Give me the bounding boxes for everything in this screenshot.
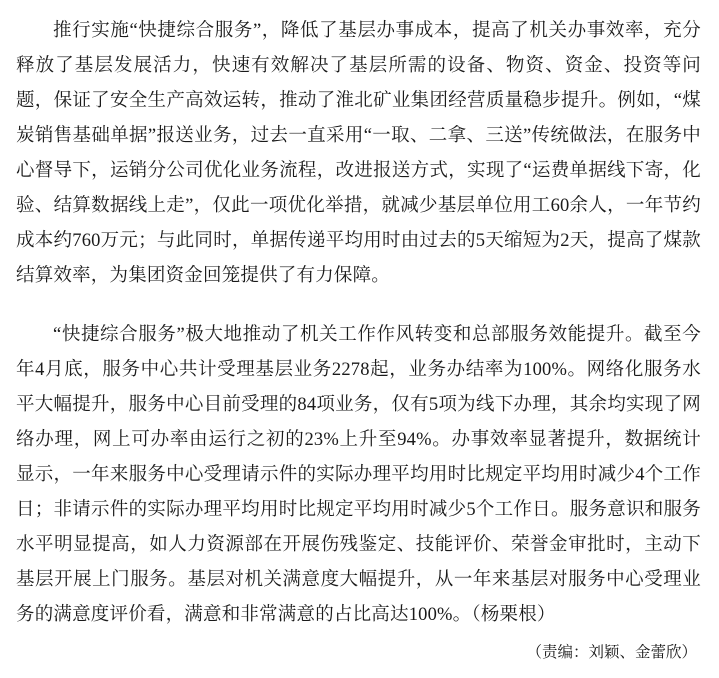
- editor-credit: （责编：刘颖、金蕾欣）: [526, 644, 697, 661]
- paragraph-spacer: [16, 294, 701, 318]
- paragraph-2: “快捷综合服务”极大地推动了机关工作作风转变和总部服务效能提升。截至今年4月底，服务中心共计受理基层业务2278起，业务办结率为100%。网络化服务水平大幅提升，服务中心目前受理的84项业务，仅有5项为线下办理，其余均实现了网络办理，网上可办率由运行之初的23%上升至94%。办事效率显著提升，数据统计显示，一年来服务中心受理请示件的实际办理平均用时比规定平均用时减少4个工作日；非请示件的实际办理平均用时比规定平均用时减少5个工作日。服务意识和服务水平明显提高，如人力资源部在开展伤残鉴定、技能评价、荣誉金审批时，主动下基层开展上门服务。基层对机关满意度大幅提升，从一年来基层对服务中心受理业务的满意度评价看，满意和非常满意的占比高达100%。（杨栗根）: [16, 325, 701, 625]
- paragraph-1: 推行实施“快捷综合服务”，降低了基层办事成本，提高了机关办事效率，充分释放了基层发展活力，快速有效解决了基层所需的设备、物资、资金、投资等问题，保证了安全生产高效运转，推动了淮北矿业集团经营质量稳步提升。例如，“煤炭销售基础单据”报送业务，过去一直采用“一取、二拿、三送”传统做法，在服务中心督导下，运销分公司优化业务流程，改进报送方式，实现了“运费单据线下寄，化验、结算数据线上走”，仅此一项优化举措，就减少基层单位用工60余人，一年节约成本约760万元；与此同时，单据传递平均用时由过去的5天缩短为2天，提高了煤款结算效率，为集团资金回笼提供了有力保障。: [16, 21, 701, 286]
